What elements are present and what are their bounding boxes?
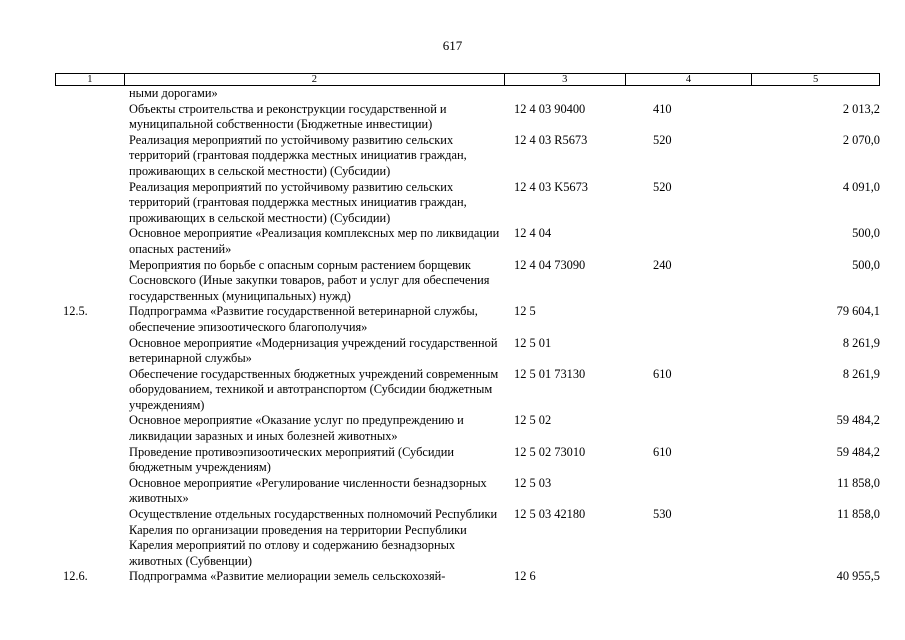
row-description: Обеспечение государственных бюджетных учреждений современным оборудованием, техникой и автотранспортом (Субсидии бюджетным учреждениям) <box>129 366 499 412</box>
row-amount: 500,0 <box>852 257 880 272</box>
row-amount: 59 484,2 <box>836 413 880 428</box>
table-header <box>55 73 880 86</box>
table-row <box>55 507 880 569</box>
row-code: 12 5 <box>514 304 536 319</box>
table-row <box>55 336 880 367</box>
row-type <box>629 304 756 335</box>
table-row <box>55 476 880 507</box>
row-code: 12 4 04 <box>514 226 552 241</box>
row-description: Подпрограмма «Развитие мелиорации земель сельскохозяй- <box>129 569 446 584</box>
table-row <box>55 133 880 180</box>
header-col-4: 4 <box>626 74 753 85</box>
row-number <box>55 133 124 180</box>
row-code: 12 4 03 R5673 <box>514 132 588 147</box>
row-type <box>629 336 756 367</box>
row-amount: 500,0 <box>852 226 880 241</box>
row-code: 12 5 02 73010 <box>514 444 586 459</box>
row-description: Проведение противоэпизоотических мероприятий (Субсидии бюджетным учреждениям) <box>129 444 455 475</box>
table-row <box>55 413 880 444</box>
row-number <box>55 180 124 227</box>
row-amount: 8 261,9 <box>842 335 880 350</box>
row-amount: 2 013,2 <box>842 101 880 116</box>
row-number <box>55 86 124 102</box>
row-type: 520 <box>653 179 672 194</box>
row-description: Мероприятия по борьбе с опасным сорным растением борщевик Сосновского (Иные закупки товаров, работ и услуг для обеспечения государственных (муниципальных) нужд) <box>129 257 490 303</box>
table-row <box>55 226 880 257</box>
table-row <box>55 304 880 335</box>
row-type <box>629 569 756 585</box>
row-number <box>55 258 124 305</box>
row-number <box>55 367 124 414</box>
row-code: 12 4 04 73090 <box>514 257 586 272</box>
table-row <box>55 258 880 305</box>
table-row <box>55 445 880 476</box>
row-amount: 8 261,9 <box>842 366 880 381</box>
row-type: 530 <box>653 507 672 522</box>
row-number <box>55 507 124 569</box>
header-col-1: 1 <box>56 74 125 85</box>
row-amount: 4 091,0 <box>842 179 880 194</box>
row-description: ными дорогами» <box>129 86 218 100</box>
row-description: Основное мероприятие «Реализация комплексных мер по ликвидации опасных растений» <box>129 226 500 256</box>
page-number: 617 <box>442 38 463 53</box>
row-amount: 2 070,0 <box>842 132 880 147</box>
header-col-5: 5 <box>813 74 819 85</box>
row-number <box>55 226 124 257</box>
row-type: 240 <box>653 257 672 272</box>
table-row <box>55 569 880 585</box>
row-number <box>55 102 124 133</box>
row-description: Осуществление отдельных государственных полномочий Республики Карелия по организации проведения на территории Республики Карелия мероприятий по отлову и содержанию безнадзорных животных (Субвенции) <box>129 507 498 568</box>
row-description: Объекты строительства и реконструкции государственной и муниципальной собственности (Бюджетные инвестиции) <box>129 101 447 132</box>
row-type: 610 <box>653 444 672 459</box>
row-code: 12 5 01 <box>514 335 552 350</box>
row-type <box>629 226 756 257</box>
row-description: Основное мероприятие «Оказание услуг по предупреждению и ликвидации заразных и иных болезней животных» <box>129 413 464 444</box>
row-amount: 11 858,0 <box>837 507 880 522</box>
row-type: 520 <box>653 132 672 147</box>
table-row <box>55 102 880 133</box>
row-code: 12 5 01 73130 <box>514 366 586 381</box>
row-code: 12 5 02 <box>514 413 552 428</box>
header-col-2: 2 <box>125 74 505 85</box>
row-type <box>629 476 756 507</box>
row-code <box>508 86 629 102</box>
row-number <box>55 413 124 444</box>
row-description: Реализация мероприятий по устойчивому развитию сельских территорий (грантовая поддержка местных инициатив граждан, проживающих в сельской местности) (Субсидии) <box>129 179 467 225</box>
row-amount <box>756 86 880 102</box>
row-code: 12 4 03 K5673 <box>514 179 588 194</box>
row-number: 12.5. <box>63 304 88 319</box>
row-type: 610 <box>653 366 672 381</box>
table-row <box>55 180 880 227</box>
row-amount: 59 484,2 <box>836 444 880 459</box>
row-amount: 40 955,5 <box>836 569 880 584</box>
row-code: 12 5 03 <box>514 475 552 490</box>
row-amount: 79 604,1 <box>836 304 880 319</box>
row-number: 12.6. <box>63 569 88 584</box>
header-col-3: 3 <box>505 74 626 85</box>
row-description: Подпрограмма «Развитие государственной ветеринарной службы, обеспечение эпизоотического благополучия» <box>129 304 478 334</box>
row-code: 12 5 03 42180 <box>514 507 586 522</box>
table-row <box>55 367 880 414</box>
row-type: 410 <box>653 101 672 116</box>
row-number <box>55 476 124 507</box>
budget-table <box>55 86 880 585</box>
row-description: Основное мероприятие «Модернизация учреждений государственной ветеринарной службы» <box>129 335 498 366</box>
row-code: 12 4 03 90400 <box>514 101 586 116</box>
table-row <box>55 86 880 102</box>
row-number <box>55 336 124 367</box>
row-number <box>55 445 124 476</box>
row-amount: 11 858,0 <box>837 475 880 490</box>
row-type <box>629 86 756 102</box>
row-description: Основное мероприятие «Регулирование численности безнадзорных животных» <box>129 475 487 506</box>
row-type <box>629 413 756 444</box>
row-code: 12 6 <box>514 569 536 584</box>
row-description: Реализация мероприятий по устойчивому развитию сельских территорий (грантовая поддержка местных инициатив граждан, проживающих в сельской местности) (Субсидии) <box>129 132 467 178</box>
